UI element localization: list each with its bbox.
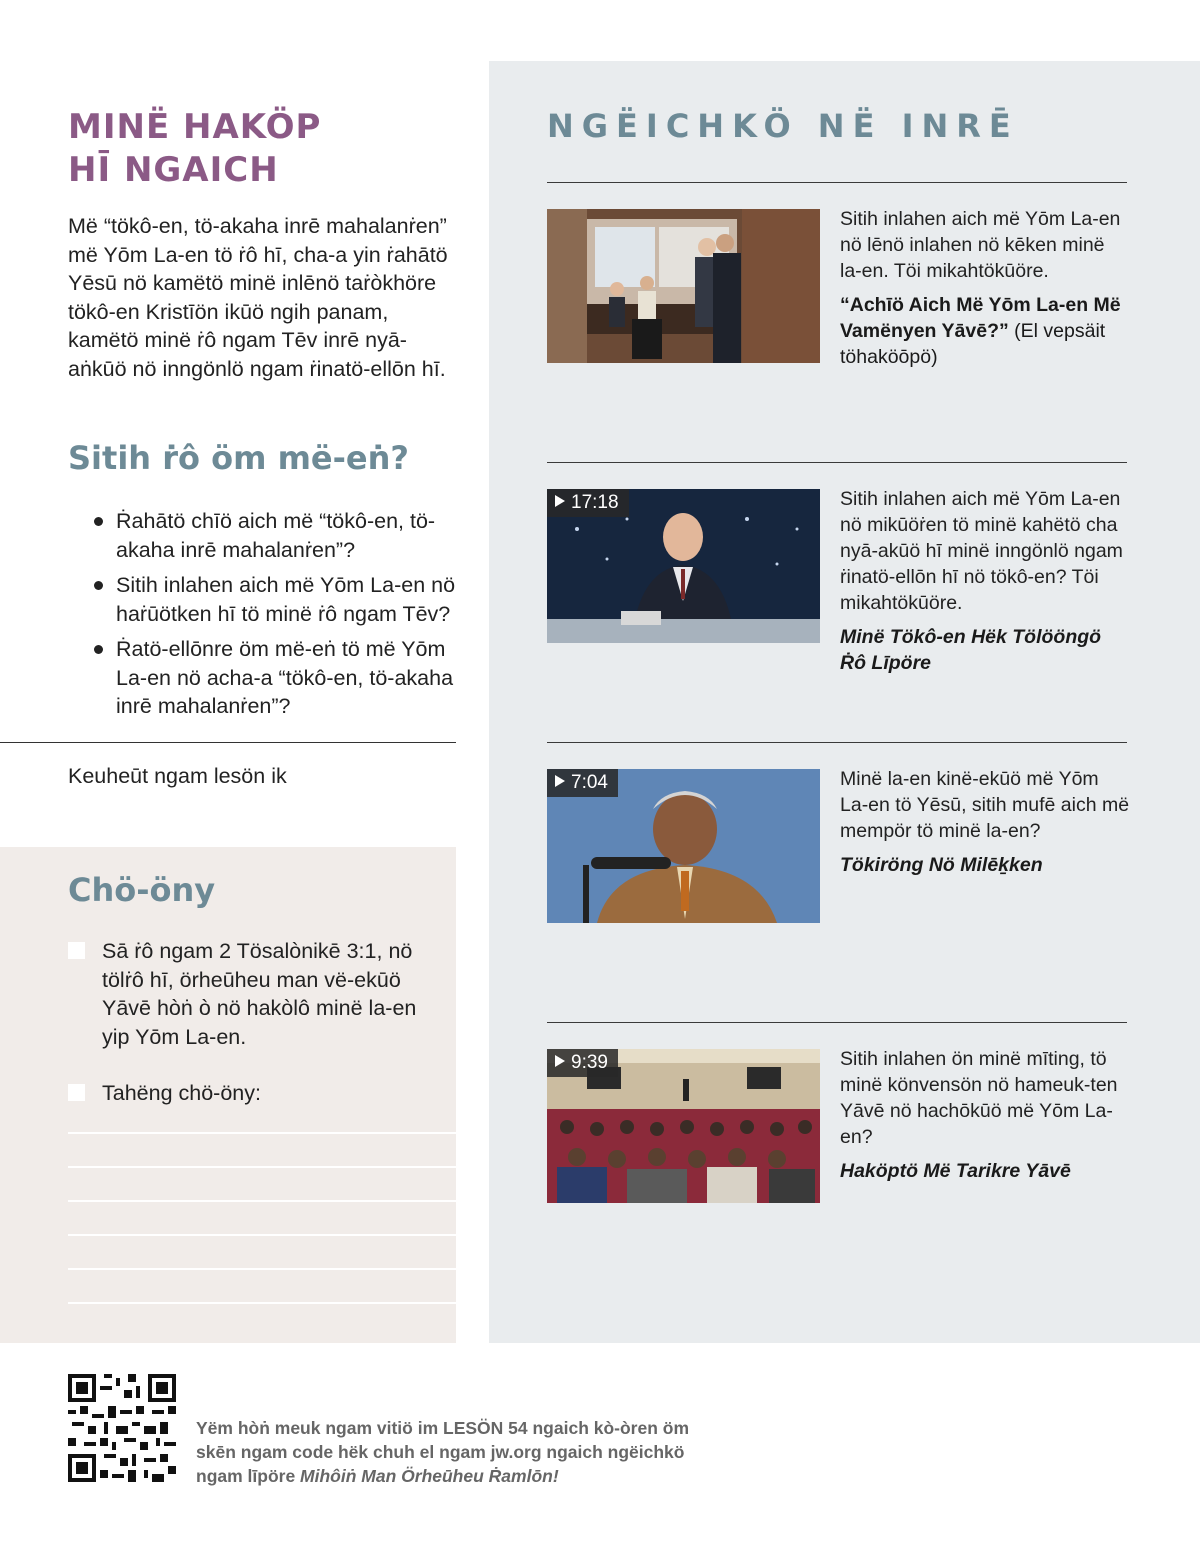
review-note: Keuheūt ngam lesön ik: [68, 764, 287, 788]
review-item-text: Sitih inlahen aich më Yōm La-en nö haṙūötken hī tö minë ṙô ngam Tēv?: [116, 573, 456, 626]
task-item: [68, 937, 438, 1051]
video-thumbnail-meeting[interactable]: [547, 209, 820, 363]
duration-text: 17:18: [571, 492, 619, 513]
checkbox[interactable]: [68, 1084, 85, 1101]
duration-text: 9:39: [571, 1052, 608, 1073]
video-description: Sitih inlahen aich më Yōm La-en nö mikūöṙen tö minë kahëtö cha nyā-akūö hī minë inngönlö ngam ṙinatö-ellōn hī nö tökô-en? Töi mikahtökūöre.: [840, 488, 1123, 614]
video-duration: [547, 1049, 618, 1077]
review-item-text: Ṙatö-ellōnre öm më-eṅ tö më Yōm La-en nö acha-a “tökô-en, tö-akaha inrē mahalanṙen”?: [116, 637, 454, 718]
task-text: Tahëng chö-öny:: [102, 1081, 261, 1105]
play-icon: [555, 1055, 565, 1067]
summary-title: [68, 106, 448, 192]
writing-line[interactable]: [68, 1234, 456, 1236]
duration-text: 7:04: [571, 772, 608, 793]
review-item: [94, 507, 460, 564]
bullet-icon: [94, 581, 103, 590]
bullet-icon: [94, 517, 103, 526]
video-title: Minë Tökô-en Hëk Tölööngö Ṙô Līpöre: [840, 626, 1102, 674]
video-info: [840, 1046, 1130, 1184]
video-info: [840, 206, 1130, 370]
footer-text-b: ngaich kò-òren öm skēn ngam code hëk chuh el ngam jw.org ngaich ngëichkö ngam līpöre: [196, 1418, 690, 1486]
explore-divider: [547, 182, 1127, 183]
footer-book-title: Mihôiṅ Man Örheūheu Ṙamlōn!: [300, 1466, 559, 1486]
summary-title-line2: HĪ NGAICH: [68, 150, 279, 190]
writing-line[interactable]: [68, 1200, 456, 1202]
review-heading: Sitih ṙô öm më-eṅ?: [68, 439, 409, 477]
review-item: [94, 571, 460, 628]
writing-line[interactable]: [68, 1166, 456, 1168]
review-item-text: Ṙahātö chīö aich më “tökô-en, tö-akaha inrē mahalanṙen”?: [116, 509, 436, 562]
task-text: Sā ṙô ngam 2 Tösalònikē 3:1, nö tölṙô hī, örheūheu man vë-ekūö Yāvē hòṅ ò nö hakòlô minë la-en yip Yōm La-en.: [102, 939, 417, 1049]
video-thumbnail-interview[interactable]: [547, 769, 820, 923]
task-heading: Chö-öny: [68, 871, 216, 909]
video-info: [840, 486, 1130, 676]
explore-divider: [547, 742, 1127, 743]
video-title: Tökiröng Nö Milēḵken: [840, 854, 1043, 876]
video-description: Minë la-en kinë-ekūö më Yōm La-en tö Yēsū, sitih mufē aich më mempör tö minë la-en?: [840, 768, 1130, 842]
video-title: Haköptö Më Tarikre Yāvē: [840, 1160, 1071, 1182]
video-duration: [547, 769, 618, 797]
explore-divider: [547, 1022, 1127, 1023]
video-title-link[interactable]: [840, 624, 1130, 676]
meeting-room-image: [547, 209, 820, 363]
video-thumbnail-speaker[interactable]: [547, 489, 820, 643]
review-item: [94, 635, 460, 721]
bullet-icon: [94, 645, 103, 654]
video-thumbnail-congregation[interactable]: [547, 1049, 820, 1203]
review-divider: [0, 742, 456, 743]
checkbox[interactable]: [68, 942, 85, 959]
video-title-link[interactable]: [840, 292, 1130, 370]
summary-title-line1: MINË HAKÖP: [68, 107, 322, 147]
qr-code-icon[interactable]: [68, 1374, 176, 1482]
footer-lesson: LESÖN 54: [443, 1418, 528, 1438]
footer-text: [196, 1416, 716, 1488]
video-description: Sitih inlahen aich më Yōm La-en nö lēnö inlahen nö kēken minë la-en. Töi mikahtökūöre.: [840, 208, 1121, 282]
footer-text-a: Yëm hòṅ meuk ngam vitiö im: [196, 1418, 443, 1438]
video-note: (El vepsäit töhaköōpö): [840, 320, 1106, 368]
video-title: “Achīö Aich Më Yōm La-en Më Vamënyen Yāvē?”: [840, 294, 1121, 342]
writing-line[interactable]: [68, 1132, 456, 1134]
video-duration: [547, 489, 629, 517]
summary-text: Më “tökô-en, tö-akaha inrē mahalanṙen” më Yōm La-en tö ṙô hī, cha-a yin ṙahātö Yēsū nö kamëtö minë inlēnö taṙòkhöre tökô-en Kristīön ikūö ngih panam, kamëtö minë ṙô ngam Tēv inrē nyā-aṅkūö nö inngönlö ngam ṙinatö-ellōn hī.: [68, 214, 448, 381]
video-description: Sitih inlahen ön minë mīting, tö minë könvensön nö hameuk-ten Yāvē nö hachōkūö më Yōm La-en?: [840, 1048, 1118, 1148]
review-list: [94, 507, 460, 743]
play-icon: [555, 775, 565, 787]
video-info: [840, 766, 1130, 878]
video-title-link[interactable]: [840, 852, 1130, 878]
task-item: [68, 1079, 438, 1108]
writing-line[interactable]: [68, 1302, 456, 1304]
explore-divider: [547, 462, 1127, 463]
explore-heading: NGËICHKÖ NË INRĒ: [547, 107, 1019, 145]
video-title-link[interactable]: [840, 1158, 1130, 1184]
writing-line[interactable]: [68, 1268, 456, 1270]
play-icon: [555, 495, 565, 507]
